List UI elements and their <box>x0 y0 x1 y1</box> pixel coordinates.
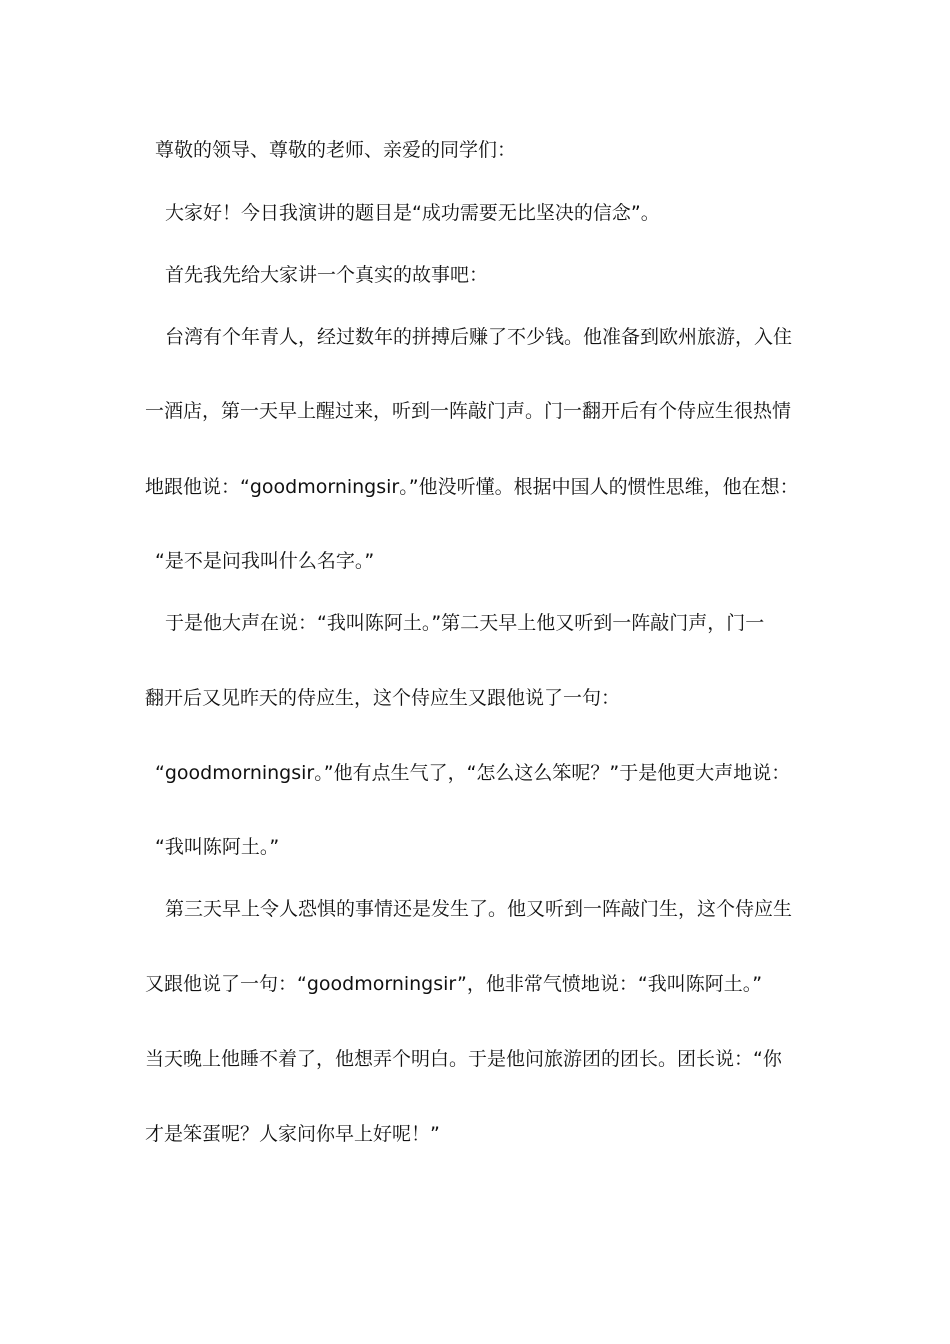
salutation-line: 尊敬的领导、尊敬的老师、亲爱的同学们： <box>155 139 517 161</box>
paragraph-line: 翻开后又见昨天的侍应生，这个侍应生又跟他说了一句： <box>145 687 621 709</box>
paragraph-line: 大家好！今日我演讲的题目是“成功需要无比坚决的信念”。 <box>165 202 660 224</box>
paragraph-line: 又跟他说了一句：“goodmorningsir”，他非常气愤地说：“我叫陈阿土。” <box>145 973 763 995</box>
paragraph-line: 才是笨蛋呢？人家问你早上好呢！” <box>145 1123 440 1145</box>
paragraph-line: 首先我先给大家讲一个真实的故事吧： <box>165 264 489 286</box>
paragraph-line: “goodmorningsir。”他有点生气了，“怎么这么笨呢？”于是他更大声地说： <box>155 762 791 784</box>
paragraph-line: 第三天早上令人恐惧的事情还是发生了。他又听到一阵敲门生，这个侍应生 <box>165 898 793 920</box>
paragraph-line: 一酒店，第一天早上醒过来，听到一阵敲门声。门一翻开后有个侍应生很热情 <box>145 400 792 422</box>
paragraph-line: 于是他大声在说：“我叫陈阿土。”第二天早上他又听到一阵敲门声，门一 <box>165 612 765 634</box>
paragraph-line: “我叫陈阿土。” <box>155 836 280 858</box>
paragraph-line: 当天晚上他睡不着了，他想弄个明白。于是他问旅游团的团长。团长说：“你 <box>145 1048 782 1070</box>
paragraph-line: 台湾有个年青人，经过数年的拼搏后赚了不少钱。他准备到欧州旅游，入住 <box>165 326 793 348</box>
paragraph-line: 地跟他说：“goodmorningsir。”他没听懂。根据中国人的惯性思维，他在想： <box>145 476 799 498</box>
paragraph-line: “是不是问我叫什么名字。” <box>155 550 375 572</box>
